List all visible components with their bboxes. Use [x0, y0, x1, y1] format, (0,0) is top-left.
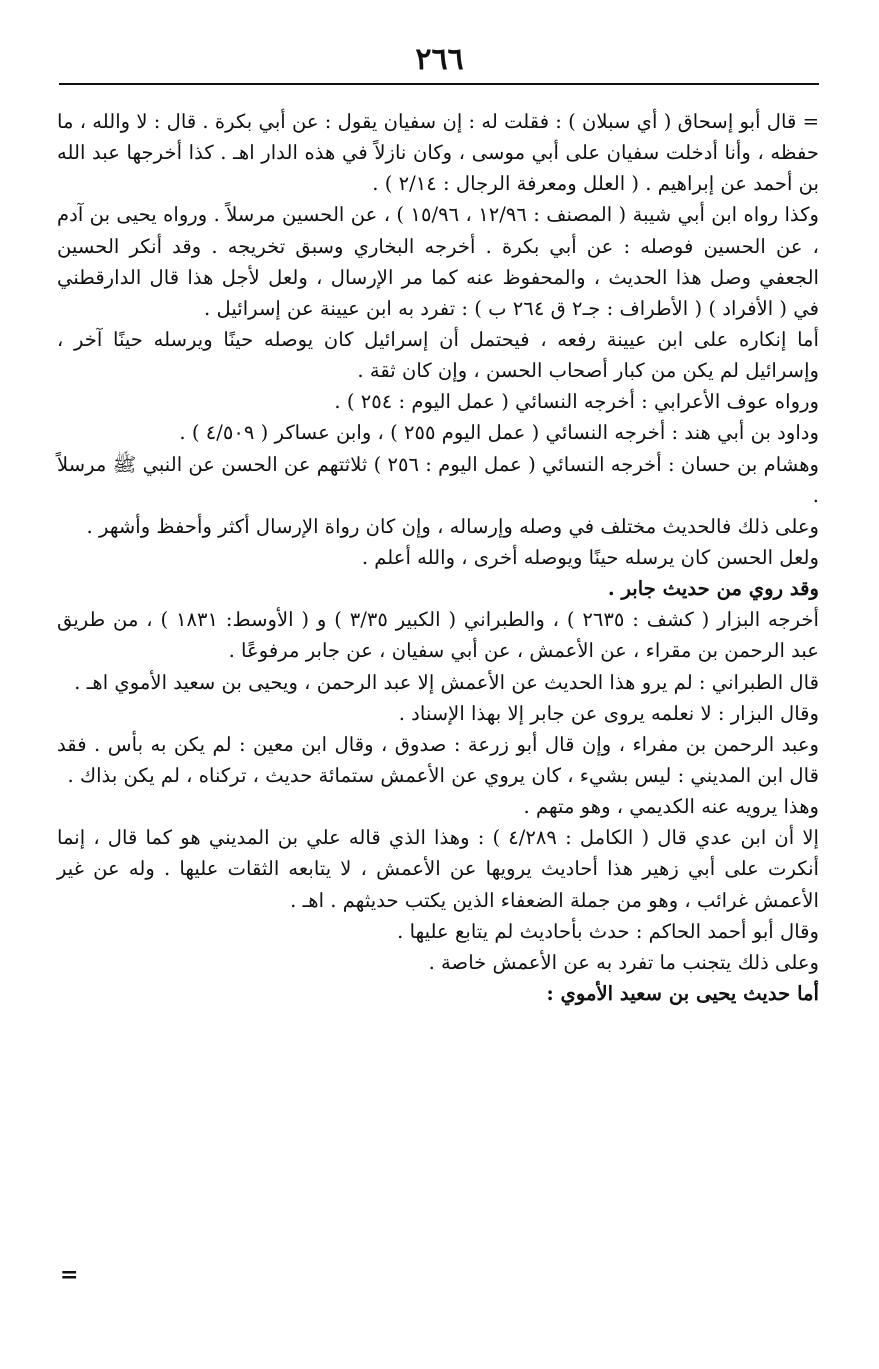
paragraph-4: ورواه عوف الأعرابي : أخرجه النسائي ( عمل اليوم : ٢٥٤ ) .	[334, 390, 819, 414]
paragraph-14: وهذا يرويه عنه الكديمي ، وهو متهم .	[523, 795, 819, 819]
continuation-mark: =	[60, 1262, 79, 1288]
paragraph-6: وهشام بن حسان : أخرجه النسائي ( عمل اليوم : ٢٥٦ ) ثلاثتهم عن الحسن عن النبي ﷺ مرسلاً .	[57, 452, 819, 507]
paragraph-15: إلا أن ابن عدي قال ( الكامل : ٤/٢٨٩ ) : وهذا الذي قاله علي بن المديني هو كما قال ، إنما أنكرت على أبي زهير هذا أحاديث يرويها عن الأعمش ، لا يتابعه الثقات عليها . وله عن غير الأعمش غرائب ، وهو من جملة الضعفاء الذين يكتب حديثهم . اهـ .	[57, 826, 819, 912]
page-number: ٢٦٦	[415, 42, 464, 77]
paragraph-5: وداود بن أبي هند : أخرجه النسائي ( عمل اليوم ٢٥٥ ) ، وابن عساكر ( ٤/٥٠٩ ) .	[179, 421, 819, 445]
paragraph-2: وكذا رواه ابن أبي شيبة ( المصنف : ١٢/٩٦ ، ١٥/٩٦ ) ، عن الحسين مرسلاً . ورواه يحيى بن آدم ، عن الحسين فوصله : عن أبي بكرة . أخرجه البخاري وسبق تخريجه . وقد أنكر الحسين الجعفي وصل هذا الحديث ، والمحفوظ عنه كما مر الإرسال ، ولعل لأجل هذا قال الدارقطني في ( الأفراد ) ( الأطراف : جـ٢ ق ٢٦٤ ب ) : تفرد به ابن عيينة عن إسرائيل .	[57, 203, 819, 320]
paragraph-11: قال الطبراني : لم يرو هذا الحديث عن الأعمش إلا عبد الرحمن ، ويحيى بن سعيد الأموي اهـ .	[74, 670, 819, 694]
header-rule	[59, 83, 819, 85]
paragraph-8: ولعل الحسن كان يرسله حينًا ويوصله أخرى ، والله أعلم .	[361, 545, 819, 569]
paragraph-1: = قال أبو إسحاق ( أي سبلان ) : فقلت له : إن سفيان يقول : عن أبي بكرة . قال : لا والله ، ما حفظه ، وأنا أدخلت سفيان على أبي موسى ، وكان نازلاً في هذه الدار اهـ . كذا أخرجها عبد الله بن أحمد عن إبراهيم . ( العلل ومعرفة الرجال : ٢/١٤ ) .	[57, 110, 819, 196]
section-heading-yahya: أما حديث يحيى بن سعيد الأموي :	[546, 981, 819, 1005]
body-text	[57, 106, 819, 1009]
paragraph-17: وعلى ذلك يتجنب ما تفرد به عن الأعمش خاصة .	[428, 950, 819, 974]
section-heading-jabir: وقد روي من حديث جابر .	[607, 577, 819, 601]
paragraph-12: وقال البزار : لا نعلمه يروى عن جابر إلا بهذا الإسناد .	[398, 701, 819, 725]
paragraph-7: وعلى ذلك فالحديث مختلف في وصله وإرساله ، وإن كان رواة الإرسال أكثر وأحفظ وأشهر .	[86, 514, 819, 538]
paragraph-3: أما إنكاره على ابن عيينة رفعه ، فيحتمل أن إسرائيل كان يوصله حينًا ويرسله حينًا آخر ، وإسرائيل لم يكن من كبار أصحاب الحسن ، وإن كان ثقة .	[57, 327, 819, 383]
paragraph-16: وقال أبو أحمد الحاكم : حدث بأحاديث لم يتابع عليها .	[397, 919, 819, 943]
paragraph-10: أخرجه البزار ( كشف : ٢٦٣٥ ) ، والطبراني ( الكبير ٣/٣٥ ) و ( الأوسط: ١٨٣١ ) ، من طريق عبد الرحمن بن مقراء ، عن الأعمش ، عن أبي سفيان ، عن جابر مرفوعًا .	[57, 608, 819, 663]
paragraph-13: وعبد الرحمن بن مفراء ، وإن قال أبو زرعة : صدوق ، وقال ابن معين : لم يكن به بأس . فقد قال ابن المديني : ليس بشيء ، كان يروي عن الأعمش ستمائة حديث ، تركناه ، لم يكن بذاك .	[57, 732, 819, 787]
